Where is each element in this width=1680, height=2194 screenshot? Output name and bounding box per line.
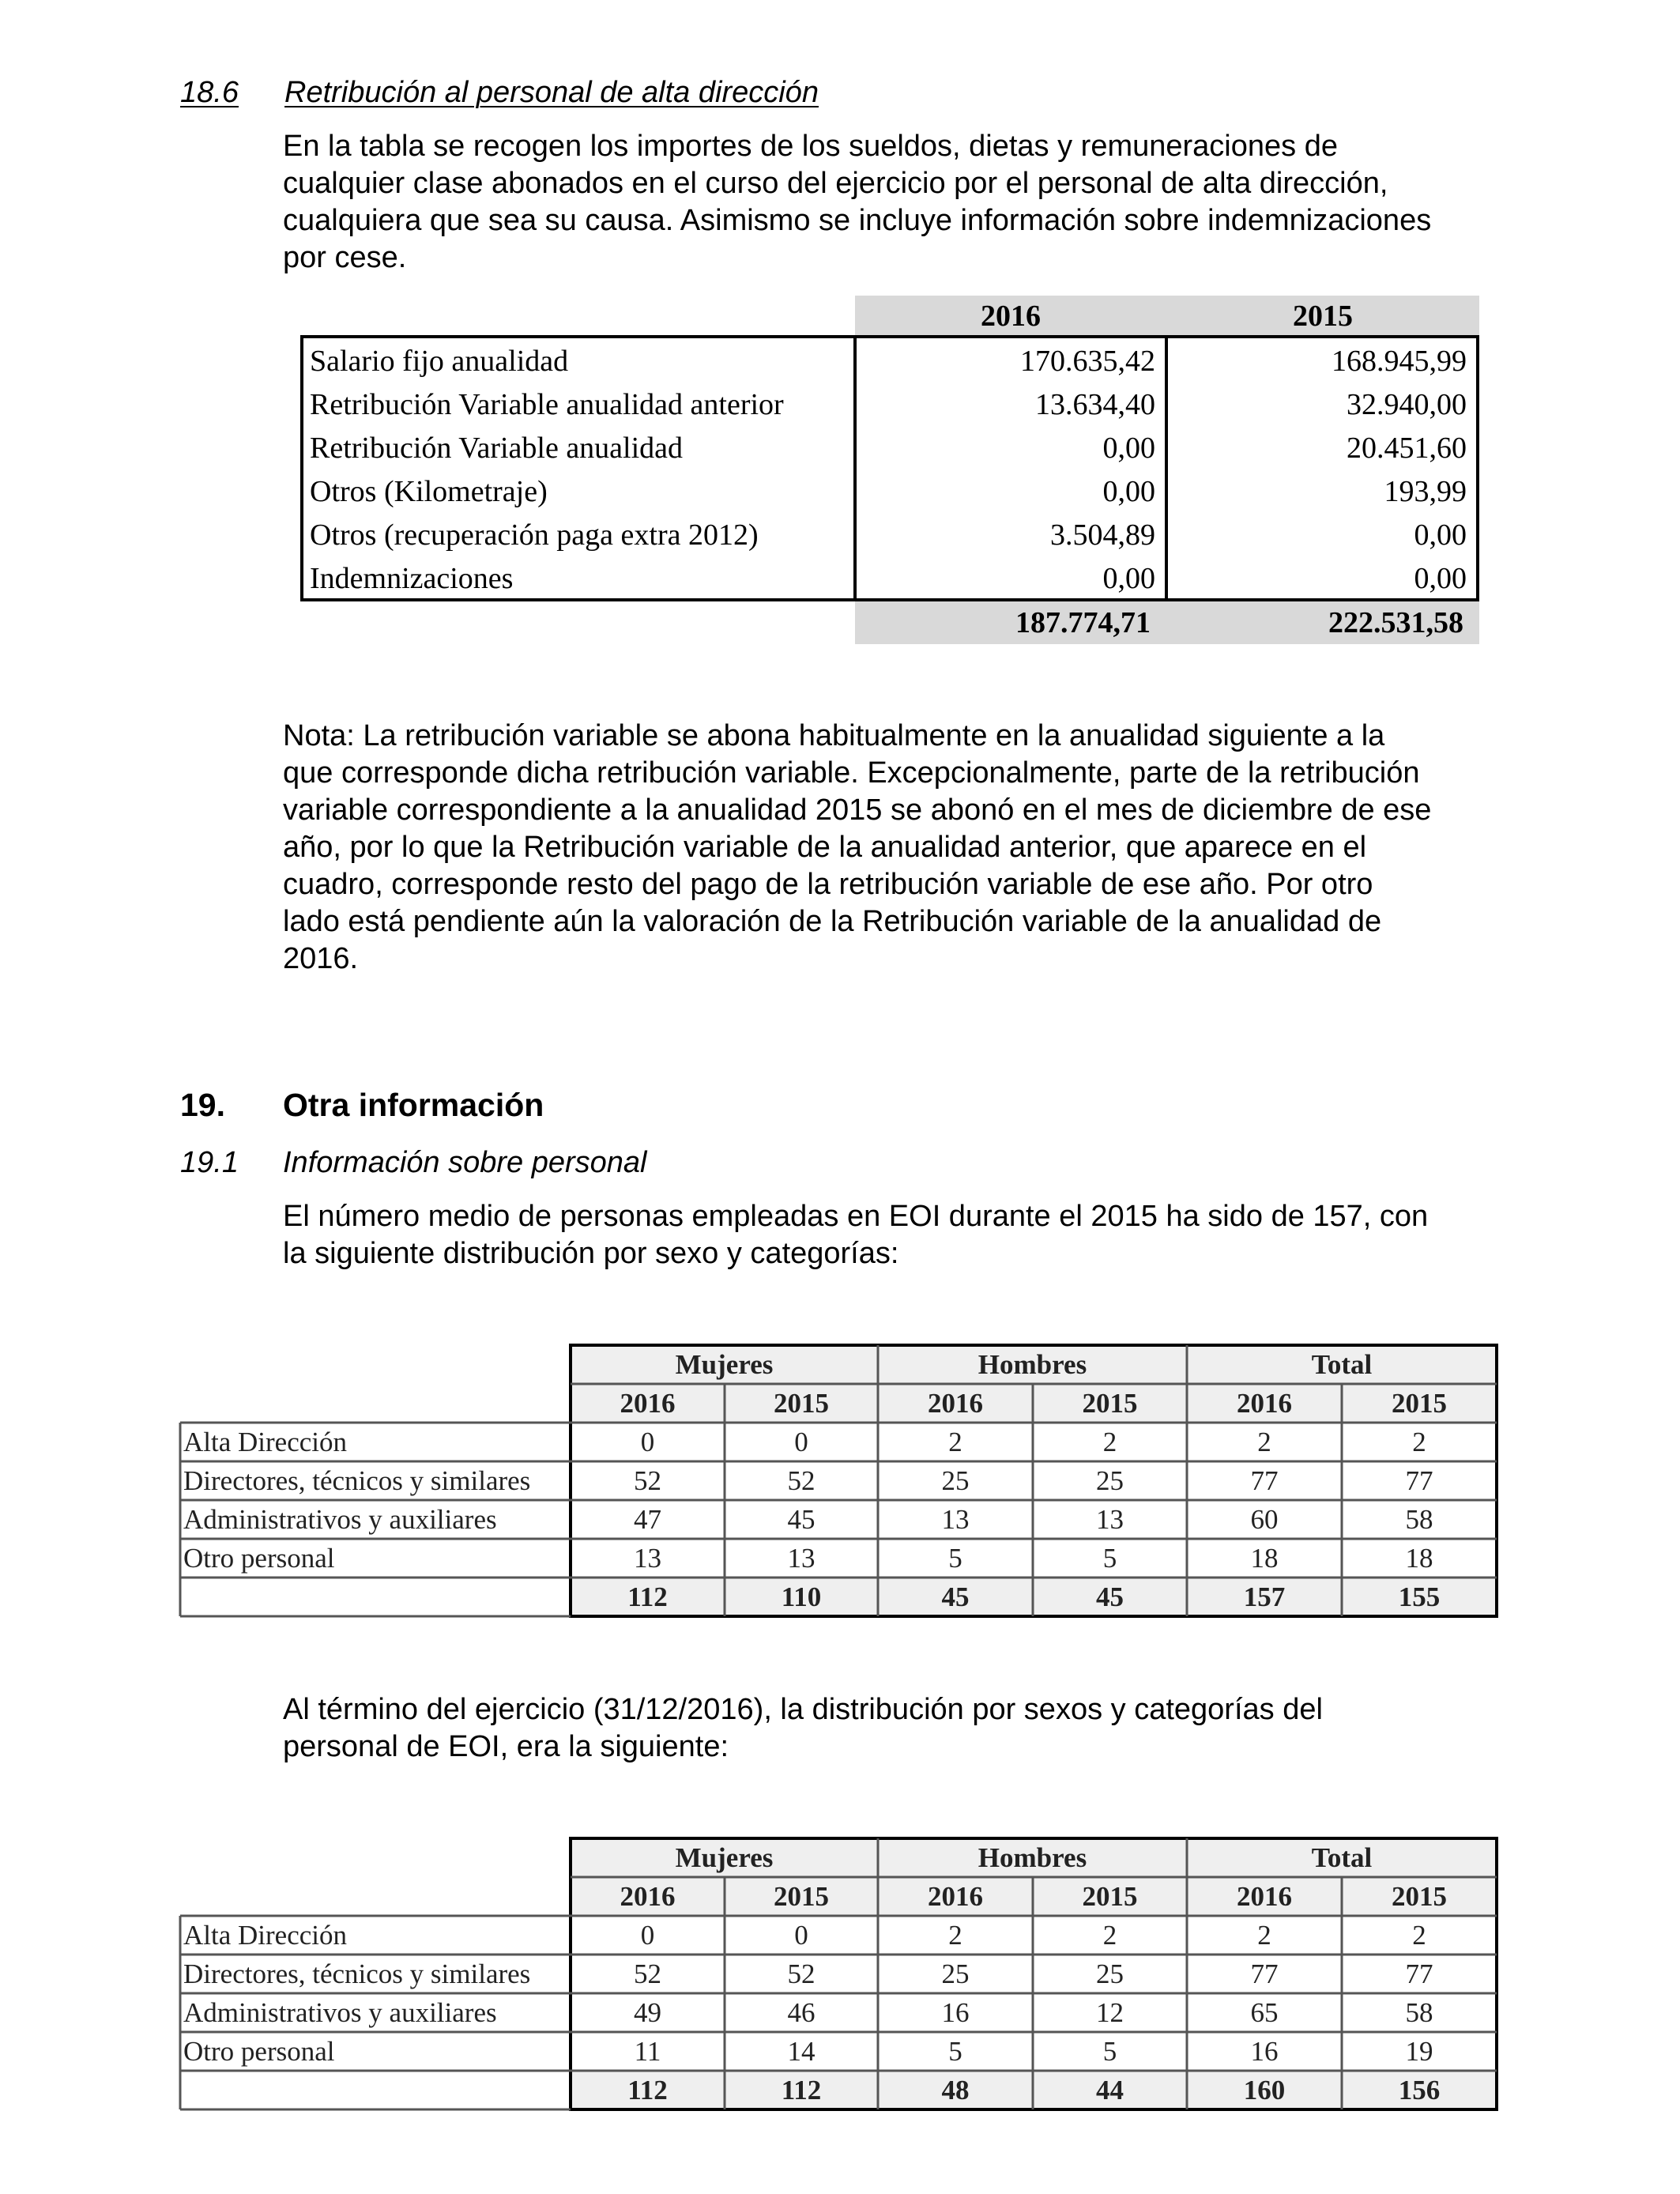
category-label: Directores, técnicos y similares (183, 1958, 531, 1989)
year-header: 2016 (928, 1881, 983, 1912)
row-label: Retribución Variable anualidad anterior (310, 388, 784, 421)
total-cell: 112 (781, 2075, 822, 2105)
paragraph-line: la siguiente distribución por sexo y categorías: (283, 1237, 899, 1270)
value-2015: 20.451,60 (1347, 432, 1467, 465)
table-cell: 60 (1250, 1504, 1279, 1535)
value-2015: 0,00 (1414, 518, 1467, 552)
group-header-total: Total (1311, 1349, 1373, 1380)
total-cell: 110 (781, 1581, 822, 1612)
total-cell: 45 (941, 1581, 970, 1612)
table-cell: 58 (1405, 1504, 1433, 1535)
year-header: 2015 (1392, 1388, 1447, 1419)
total-cell: 156 (1398, 2075, 1441, 2105)
table-cell: 18 (1250, 1543, 1279, 1574)
table-cell: 2 (1412, 1427, 1426, 1457)
table-cell: 2 (948, 1920, 962, 1951)
table-cell: 19 (1405, 2036, 1433, 2067)
paragraph-line: por cese. (283, 241, 407, 274)
year-header: 2016 (928, 1388, 983, 1419)
total-cell: 155 (1398, 1581, 1441, 1612)
total-cell: 112 (627, 2075, 668, 2105)
total-cell: 45 (1096, 1581, 1124, 1612)
value-2015: 168.945,99 (1332, 345, 1467, 378)
table-cell: 5 (1102, 1543, 1117, 1574)
table-cell: 2 (948, 1427, 962, 1457)
paragraph-line: Nota: La retribución variable se abona habitualmente en la anualidad siguiente a la (283, 719, 1385, 752)
table-cell: 5 (1102, 2036, 1117, 2067)
group-header-mujeres: Mujeres (675, 1842, 774, 1873)
value-2015: 193,99 (1384, 475, 1467, 508)
table-cell: 0 (640, 1920, 655, 1951)
group-header-hombres: Hombres (977, 1349, 1087, 1380)
category-label: Alta Dirección (183, 1920, 347, 1951)
row-label: Otros (Kilometraje) (310, 475, 548, 508)
table-cell: 2 (1412, 1920, 1426, 1951)
year-header: 2015 (774, 1388, 829, 1419)
table-cell: 25 (1096, 1465, 1124, 1496)
paragraph-line: año, por lo que la Retribución variable de la anualidad anterior, que aparece en el (283, 831, 1367, 864)
table-cell: 52 (634, 1958, 661, 1989)
table-cell: 18 (1405, 1543, 1433, 1574)
row-label: Salario fijo anualidad (310, 345, 569, 378)
category-label: Otro personal (183, 2036, 335, 2067)
category-label: Administrativos y auxiliares (183, 1504, 497, 1535)
year-header: 2015 (774, 1881, 829, 1912)
total-2016: 187.774,71 (1015, 606, 1151, 639)
table-cell: 2 (1102, 1427, 1117, 1457)
category-label: Directores, técnicos y similares (183, 1465, 531, 1496)
paragraph-line: 2016. (283, 942, 359, 975)
value-2016: 170.635,42 (1020, 345, 1155, 378)
table-cell: 13 (634, 1543, 661, 1574)
table-cell: 25 (941, 1958, 970, 1989)
value-2016: 3.504,89 (1050, 518, 1155, 552)
year-header: 2015 (1293, 300, 1353, 333)
table-cell: 58 (1405, 1997, 1433, 2028)
table-cell: 0 (794, 1920, 808, 1951)
paragraph-line: variable correspondiente a la anualidad 2015 se abonó en el mes de diciembre de ese (283, 794, 1432, 827)
row-label: Otros (recuperación paga extra 2012) (310, 518, 759, 552)
table-cell: 52 (787, 1465, 816, 1496)
table-cell: 45 (787, 1504, 816, 1535)
table-cell: 11 (634, 2036, 661, 2067)
group-header-mujeres: Mujeres (675, 1349, 774, 1380)
table-cell: 49 (634, 1997, 661, 2028)
table-cell: 0 (640, 1427, 655, 1457)
section-number: 18.6 (180, 76, 239, 109)
table-cell: 65 (1250, 1997, 1279, 2028)
table-cell: 2 (1257, 1427, 1271, 1457)
total-2015: 222.531,58 (1328, 606, 1463, 639)
table-cell: 52 (634, 1465, 661, 1496)
year-header: 2016 (620, 1388, 676, 1419)
paragraph-line: El número medio de personas empleadas en EOI durante el 2015 ha sido de 157, con (283, 1200, 1429, 1233)
total-cell: 48 (941, 2075, 970, 2105)
row-label: Indemnizaciones (310, 562, 514, 595)
table-cell: 5 (948, 1543, 962, 1574)
row-label: Retribución Variable anualidad (310, 432, 684, 465)
section-number: 19. (180, 1087, 225, 1123)
value-2015: 32.940,00 (1347, 388, 1467, 421)
table-cell: 0 (794, 1427, 808, 1457)
table-cell: 5 (948, 2036, 962, 2067)
year-header: 2016 (1237, 1881, 1292, 1912)
table-cell: 77 (1405, 1958, 1433, 1989)
year-header: 2015 (1392, 1881, 1447, 1912)
year-header: 2016 (981, 300, 1041, 333)
section-title: Otra información (283, 1087, 544, 1123)
total-cell: 112 (627, 1581, 668, 1612)
table-cell: 13 (787, 1543, 816, 1574)
year-header: 2016 (1237, 1388, 1292, 1419)
year-header: 2016 (620, 1881, 676, 1912)
category-label: Otro personal (183, 1543, 335, 1574)
subsection-title: Información sobre personal (283, 1146, 647, 1179)
paragraph-line: Al término del ejercicio (31/12/2016), la distribución por sexos y categorías del (283, 1693, 1323, 1726)
paragraph-line: cualquier clase abonados en el curso del ejercicio por el personal de alta dirección, (283, 167, 1388, 200)
group-header-total: Total (1311, 1842, 1373, 1873)
value-2016: 13.634,40 (1035, 388, 1155, 421)
table-cell: 77 (1405, 1465, 1433, 1496)
year-header: 2015 (1082, 1881, 1138, 1912)
table-cell: 47 (634, 1504, 661, 1535)
total-cell: 160 (1243, 2075, 1286, 2105)
value-2015: 0,00 (1414, 562, 1467, 595)
paragraph-line: que corresponde dicha retribución variable. Excepcionalmente, parte de la retribución (283, 756, 1420, 790)
table-cell: 46 (787, 1997, 816, 2028)
value-2016: 0,00 (1102, 432, 1155, 465)
total-cell: 157 (1243, 1581, 1286, 1612)
table-cell: 77 (1250, 1958, 1279, 1989)
category-label: Alta Dirección (183, 1427, 347, 1457)
paragraph-line: cualquiera que sea su causa. Asimismo se incluye información sobre indemnizaciones (283, 204, 1432, 237)
paragraph-line: cuadro, corresponde resto del pago de la retribución variable de ese año. Por otro (283, 868, 1373, 901)
category-label: Administrativos y auxiliares (183, 1997, 497, 2028)
subsection-number: 19.1 (180, 1146, 239, 1179)
table-cell: 16 (1250, 2036, 1279, 2067)
table-cell: 2 (1102, 1920, 1117, 1951)
table-cell: 12 (1096, 1997, 1124, 2028)
table-cell: 13 (1096, 1504, 1124, 1535)
paragraph-line: personal de EOI, era la siguiente: (283, 1730, 729, 1763)
section-title: Retribución al personal de alta dirección (284, 76, 819, 109)
year-header: 2015 (1082, 1388, 1138, 1419)
value-2016: 0,00 (1102, 562, 1155, 595)
paragraph-line: lado está pendiente aún la valoración de la Retribución variable de la anualidad de (283, 905, 1382, 938)
table-cell: 52 (787, 1958, 816, 1989)
table-cell: 13 (941, 1504, 970, 1535)
total-cell: 44 (1096, 2075, 1124, 2105)
paragraph-line: En la tabla se recogen los importes de los sueldos, dietas y remuneraciones de (283, 130, 1338, 163)
table-cell: 25 (1096, 1958, 1124, 1989)
table-cell: 2 (1257, 1920, 1271, 1951)
value-2016: 0,00 (1102, 475, 1155, 508)
table-cell: 77 (1250, 1465, 1279, 1496)
table-cell: 25 (941, 1465, 970, 1496)
table-cell: 16 (941, 1997, 970, 2028)
group-header-hombres: Hombres (977, 1842, 1087, 1873)
table-cell: 14 (787, 2036, 816, 2067)
